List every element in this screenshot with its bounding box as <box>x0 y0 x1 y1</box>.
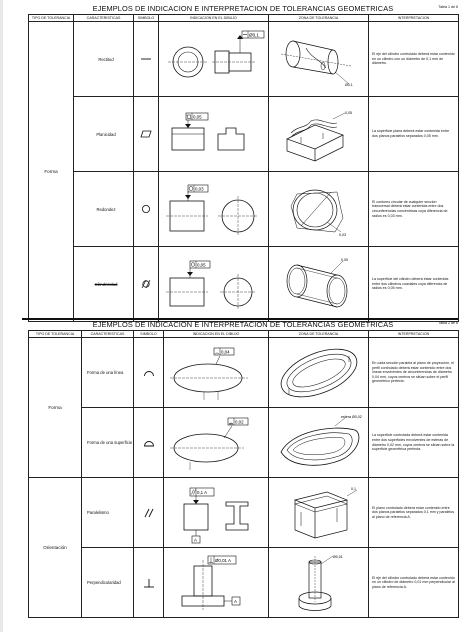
feature-frame-value: 0,02 <box>235 419 244 424</box>
characteristic-label: Rectitud <box>74 22 134 97</box>
drawing-indication <box>164 408 269 478</box>
header-cell: INTERPRETACION <box>369 15 459 22</box>
header-cell: ZONA DE TOLERANCIA <box>269 331 369 338</box>
header-cell: SIMBOLO <box>134 15 159 22</box>
drawing-indication <box>159 97 269 172</box>
svg-text:esfera Ø0,02: esfera Ø0,02 <box>340 414 362 419</box>
feature-frame-value: 0,1 A <box>197 489 208 495</box>
tolerance-table-panel-1 <box>28 4 458 322</box>
tolerance-zone-drawing <box>269 478 369 548</box>
parallelism-symbol-icon <box>134 478 164 548</box>
drawing-indication <box>164 478 269 548</box>
header-cell: CARACTERISTICAS <box>82 331 134 338</box>
characteristic-label: Perpendicularidad <box>82 548 134 618</box>
tolerance-zone-drawing <box>269 338 369 408</box>
table-row <box>29 22 459 97</box>
tolerance-table <box>28 14 459 322</box>
header-row <box>29 331 459 338</box>
header-cell: INTERPRETACION <box>369 331 459 338</box>
drawing-indication <box>164 338 269 408</box>
flatness-symbol-icon <box>134 97 159 172</box>
table-row <box>29 172 459 247</box>
characteristic-label: Planicidad <box>74 97 134 172</box>
interpretation-text: La superficie controlada deberá estar contenida entre dos superficies envolventes de esferas de diámetro 0,02 mm, cuyos centros se sitúan sobre la superficie geométrica perfecta. <box>369 408 459 478</box>
header-cell: ZONA DE TOLERANCIA <box>269 15 369 22</box>
table-row <box>29 247 459 322</box>
drawing-indication <box>159 247 269 322</box>
drawing-indication <box>164 548 269 618</box>
interpretation-text: El eje del cilindro controlado deberá estar contenido en un cilindro con un diámetro de 0,1 mm de diámetro. <box>369 22 459 97</box>
characteristic-label: Paralelismo <box>82 478 134 548</box>
table-row <box>29 548 459 618</box>
feature-frame-value: 0,05 <box>192 114 202 120</box>
characteristic-label: Redondez <box>74 172 134 247</box>
svg-text:0,03: 0,03 <box>338 233 346 237</box>
header-cell: INDICACION EN EL DIBUJO <box>164 331 269 338</box>
tolerance-type: Forma <box>29 338 82 478</box>
straightness-symbol-icon <box>134 22 159 97</box>
tolerance-table-panel-2 <box>28 320 458 618</box>
tolerance-type: Forma <box>29 22 74 322</box>
interpretation-text: La superficie plana deberá estar contenida entre dos planos paralelos separados 0,05 mm. <box>369 97 459 172</box>
datum-label: A <box>234 598 237 604</box>
feature-frame-value: 0,04 <box>221 349 230 354</box>
tolerance-table <box>28 330 459 618</box>
interpretation-text: El plano controlado deberá estar contenido entre dos planos paralelos separados 0,1 mm y paralelos al plano de referencia A. <box>369 478 459 548</box>
header-cell: CARACTERISTICAS <box>74 15 134 22</box>
datum-label: A <box>194 537 197 542</box>
interpretation-text: El eje del cilindro controlado deberá estar contenido en un cilindro de diámetro 0,01 mm perpendicular al plano de referencia A. <box>369 548 459 618</box>
cylindricity-symbol-icon <box>134 247 159 322</box>
tolerance-zone-drawing <box>269 22 369 97</box>
table-row <box>29 97 459 172</box>
header-row <box>29 15 459 22</box>
characteristic-label: Forma de una superficie <box>82 408 134 478</box>
tolerance-zone-drawing <box>269 408 369 478</box>
feature-frame-value: 0,05 <box>196 262 206 268</box>
line-profile-symbol-icon <box>134 338 164 408</box>
interpretation-text: En cada sección paralela al plano de proyección, el perfil controlado deberá estar contenido entre dos líneas envolventes de circunferencias de diámetro 0,04 mm, cuyos centros se sitúan sobre el perfil geométrico perfecto. <box>369 338 459 408</box>
table-row <box>29 338 459 408</box>
surface-profile-symbol-icon <box>134 408 164 478</box>
page-edge <box>0 0 3 632</box>
interpretation-text: La superficie del cilindro deberá estar contenida entre dos cilindros coaxiales cuya diferencia de radios es 0,05 mm. <box>369 247 459 322</box>
tolerance-zone-drawing <box>269 548 369 618</box>
table-row <box>29 478 459 548</box>
drawing-indication <box>159 22 269 97</box>
feature-frame-value: 0,03 <box>194 186 204 192</box>
table-title: EJEMPLOS DE INDICACION E INTERPRETACION DE TOLERANCIAS GEOMETRICAS <box>92 320 394 329</box>
header-cell: TIPO DE TOLERANCIA <box>29 331 82 338</box>
svg-text:Ø0,01: Ø0,01 <box>332 554 343 559</box>
feature-frame-value: Ø0,01 A <box>215 557 231 563</box>
perpendicularity-symbol-icon <box>134 548 164 618</box>
circularity-symbol-icon <box>134 172 159 247</box>
drawing-indication <box>159 172 269 247</box>
header-cell: SIMBOLO <box>134 331 164 338</box>
svg-text:0,1: 0,1 <box>350 486 356 491</box>
table-row <box>29 408 459 478</box>
header-cell: TIPO DE TOLERANCIA <box>29 15 74 22</box>
tolerance-type: Orientación <box>29 478 82 618</box>
svg-text:0,05: 0,05 <box>344 111 352 115</box>
characteristic-label: Forma de una línea <box>82 338 134 408</box>
tolerance-zone-drawing <box>269 97 369 172</box>
characteristic-label: Cilindricidad <box>74 247 134 322</box>
tolerance-zone-drawing <box>269 247 369 322</box>
table-title: EJEMPLOS DE INDICACION E INTERPRETACION DE TOLERANCIAS GEOMETRICAS <box>92 4 394 13</box>
svg-text:Ø0,1: Ø0,1 <box>344 83 353 87</box>
svg-text:0,05: 0,05 <box>340 258 348 262</box>
interpretation-text: El contorno circular de cualquier sección transversal deberá estar contenida entre dos circunferencias concéntricas cuya diferencia de radios es 0,03 mm. <box>369 172 459 247</box>
table-number: Tabla 1 de 6 <box>438 5 458 9</box>
header-cell: INDICACION EN EL DIBUJO <box>159 15 269 22</box>
feature-frame-value: Ø0,1 <box>248 32 259 38</box>
table-number: Tabla 2 de 6 <box>438 321 458 325</box>
tolerance-zone-drawing <box>269 172 369 247</box>
